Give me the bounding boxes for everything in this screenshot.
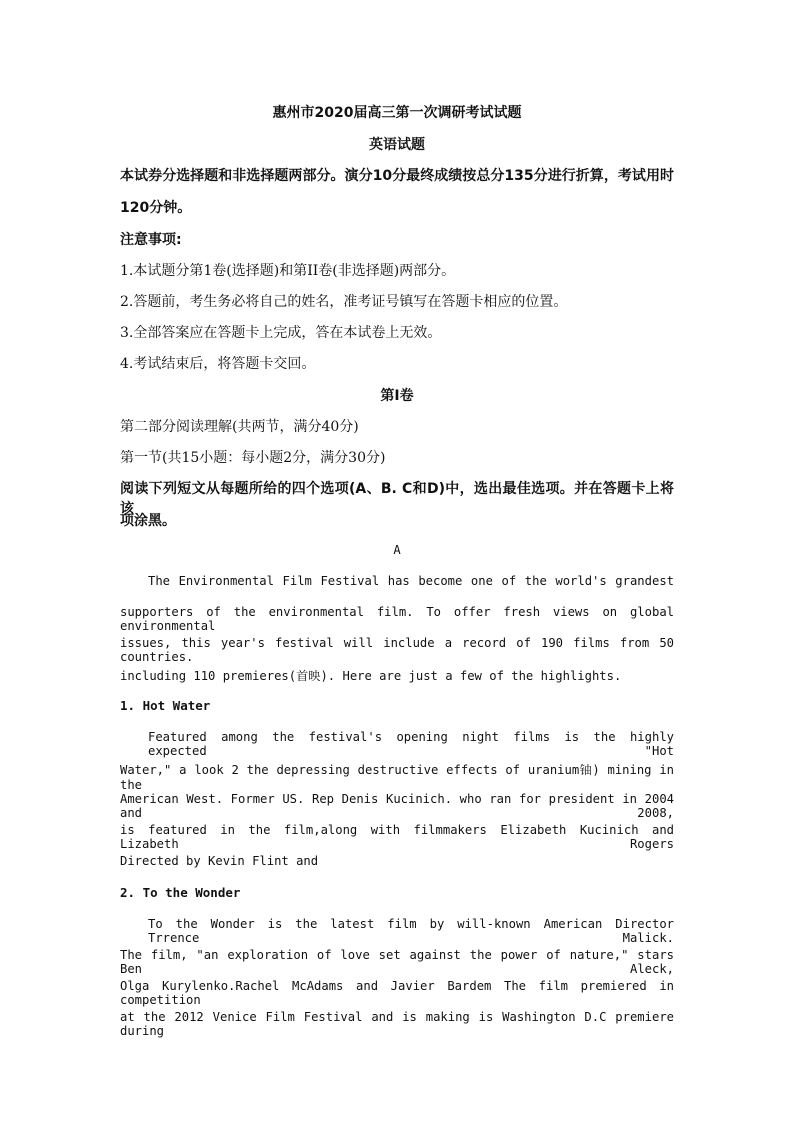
exam-subtitle: 英语试题 (369, 137, 425, 153)
exam-title: 惠州市2020届高三第一次调研考试试题 (272, 105, 522, 121)
para1-line-2: supporters of the environmental film. To offer fresh views on global environmental (120, 605, 674, 633)
notes-item-2: 2.答题前，考生务必将自己的姓名，准考证号镇写在答题卡相应的位置。 (120, 294, 568, 310)
item1-line-1: Featured among the festival's opening night films is the highly expected "Hot (148, 730, 674, 758)
volume-heading: 第I卷 (380, 388, 414, 404)
item1-line-2: Water," a look 2 the depressing destructive effects of uranium铀) mining in the (120, 763, 674, 792)
intro-line-1: 本试券分选择题和非选择题两部分。演分10分最终成绩按总分135分进行折算，考试用时 (120, 168, 674, 184)
notes-item-3: 3.全部答案应在答题卡上完成，答在本试卷上无效。 (120, 325, 442, 341)
item2-title: 2. To the Wonder (120, 885, 241, 900)
item1-line-3: American West. Former US. Rep Denis Kucinich. who ran for president in 2004 and 2008, (120, 792, 674, 820)
instruction-line-2: 项涂黑。 (120, 513, 176, 529)
intro-line-2: 120分钟。 (120, 200, 192, 216)
part2-heading: 第二部分阅读理解(共两节，满分40分) (120, 419, 359, 435)
item1-line-5: Directed by Kevin Flint and (120, 854, 319, 868)
item2-line-2: The film, "an exploration of love set against the power of nature," stars Ben Aleck, (120, 948, 674, 976)
passage-label: A (393, 543, 401, 557)
item2-line-4: at the 2012 Venice Film Festival and is making is Washington D.C premiere during (120, 1010, 674, 1038)
notes-item-1: 1.本试题分第1卷(选择题)和第II卷(非选择题)两部分。 (120, 263, 456, 279)
para1-line-4: including 110 premieres(首映). Here are just a few of the highlights. (120, 669, 622, 683)
para1-line-3: issues, this year's festival will include a record of 190 films from 50 countries. (120, 636, 674, 664)
item2-line-3: Olga Kurylenko.Rachel McAdams and Javier Bardem The film premiered in competition (120, 979, 674, 1007)
item1-line-4: is featured in the film,along with filmmakers Elizabeth Kucinich and Lizabeth Rogers (120, 823, 674, 851)
instruction-line-1: 阅读下列短文从每题所给的四个选项(A、B. C和D)中，选出最佳选项。并在答题卡上将该 (120, 481, 674, 517)
para1-line-1: The Environmental Film Festival has become one of the world's grandest (148, 574, 674, 588)
item1-title: 1. Hot Water (120, 698, 211, 713)
item2-line-1: To the Wonder is the latest film by will-known American Director Trrence Malick. (148, 917, 674, 945)
notes-heading: 注意事项: (120, 232, 182, 248)
notes-item-4: 4.考试结束后，将答题卡交回。 (120, 356, 316, 372)
section1-heading: 第一节(共15小题：每小题2分，满分30分) (120, 450, 386, 466)
